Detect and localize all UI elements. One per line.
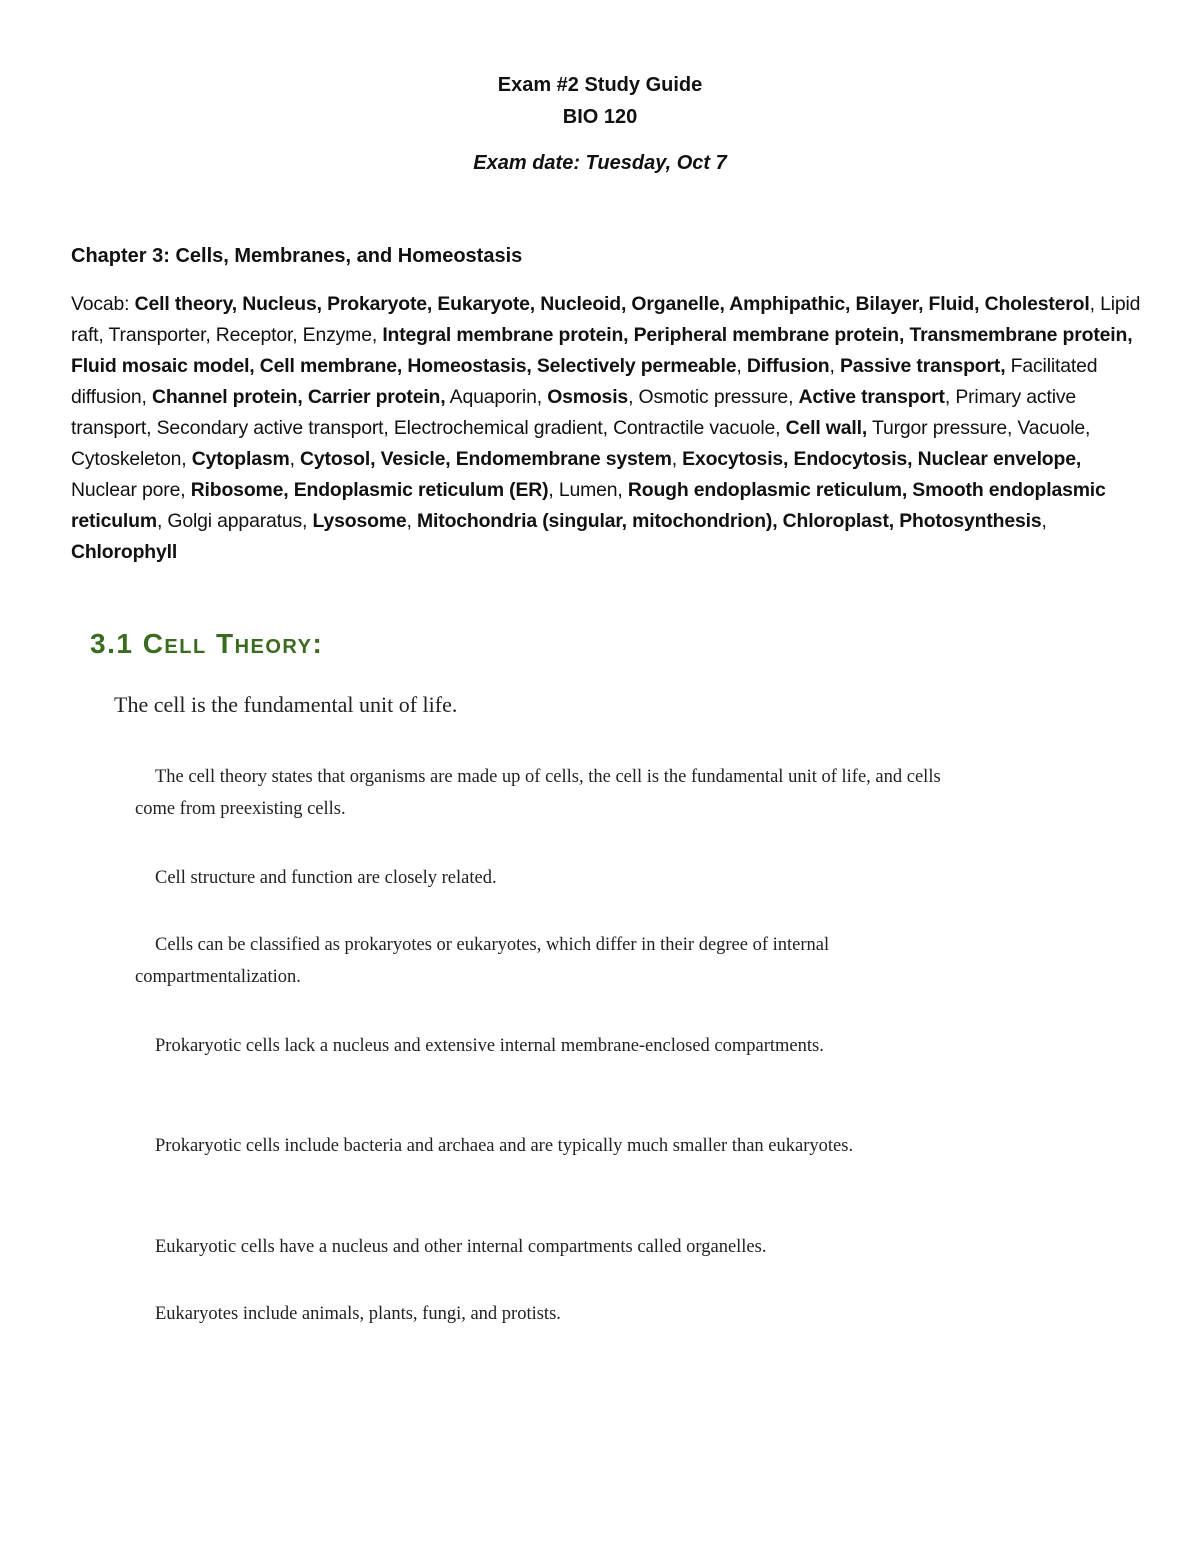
paragraph: Prokaryotic cells lack a nucleus and extensive internal membrane-enclosed compartments. [155,1036,824,1056]
paragraph: Eukaryotic cells have a nucleus and other internal compartments called organelles. [155,1237,767,1257]
vocab-term: , Golgi apparatus, [156,510,313,532]
vocab-term: Facilitated diffusion, [71,355,1098,408]
vocab-term: , [1041,510,1047,532]
paragraph: Cells can be classified as prokaryotes or eukaryotes, which differ in their degree of internal compartmentalization. [135,935,830,987]
vocab-term: , [671,448,683,470]
vocab-term: , [406,510,418,532]
course-code: BIO 120 [562,106,638,128]
vocab-term-bold: Active transport [798,386,945,408]
vocab-term-bold: Cytosol, Vesicle, Endomembrane system [300,448,672,470]
vocab-term: , Primary active transport, Secondary active transport, Electrochemical gradient, Contractile vacuole, [71,386,1077,439]
vocab-term-bold: Channel protein, Carrier protein, [152,386,446,408]
vocab-term-bold: Chlorophyll [71,541,178,563]
vocab-term-bold: Ribosome, Endoplasmic reticulum (ER) [190,479,549,501]
paragraph: Cell structure and function are closely related. [155,868,497,888]
paragraph: Eukaryotes include animals, plants, fungi, and protists. [155,1304,561,1324]
vocab-label: Vocab: [71,293,130,315]
vocab-term-bold: Cell theory, Nucleus, Prokaryote, Eukaryote, Nucleoid, Organelle, Amphipathic, Bilayer, Fluid, Cholesterol [134,293,1090,315]
vocab-term-bold: Exocytosis, Endocytosis, Nuclear envelope, [682,448,1082,470]
vocab-term-bold: Cell wall, [785,417,868,439]
vocab-term-bold: Mitochondria (singular, mitochondrion), Chloroplast, Photosynthesis [417,510,1042,532]
document-title: Exam #2 Study Guide [497,74,703,96]
vocab-term: , [736,355,747,377]
paragraph: The cell theory states that organisms are made up of cells, the cell is the fundamental unit of life, and cells come from preexisting cells. [135,767,941,819]
paragraph: Prokaryotic cells include bacteria and archaea and are typically much smaller than eukaryotes. [155,1136,854,1156]
chapter-title: Chapter 3: Cells, Membranes, and Homeostasis [71,245,523,267]
vocab-term-bold: Integral membrane protein, Peripheral membrane protein, Transmembrane protein, Fluid mosaic model, Cell membrane, Homeostasis, Selectively permeable [71,324,1133,377]
vocab-term: , Lipid raft, Transporter, Receptor, Enzyme, [71,293,1141,346]
vocab-term-bold: Cytoplasm [191,448,290,470]
vocab-term-bold: Rough endoplasmic reticulum, Smooth endoplasmic reticulum [71,479,1106,532]
vocab-term: Nuclear pore, [71,479,191,501]
vocab-term-bold: Lysosome [312,510,407,532]
section-heading: 3.1 Cell Theory: [90,628,324,659]
vocab-term: Aquaporin, [445,386,548,408]
vocab-term: , Osmotic pressure, [628,386,799,408]
vocab-term: Turgor pressure, Vacuole, Cytoskeleton, [71,417,1091,470]
vocab-term: , Lumen, [548,479,628,501]
vocab-term-bold: Passive transport, [840,355,1006,377]
vocab-paragraph [71,289,1141,568]
exam-date: Exam date: Tuesday, Oct 7 [473,152,727,174]
vocab-terms [71,293,1140,563]
vocab-term-bold: Osmosis [547,386,629,408]
vocab-term-bold: Diffusion [746,355,830,377]
vocab-term: , [829,355,840,377]
section-lead: The cell is the fundamental unit of life. [114,692,458,717]
vocab-term: , [289,448,301,470]
